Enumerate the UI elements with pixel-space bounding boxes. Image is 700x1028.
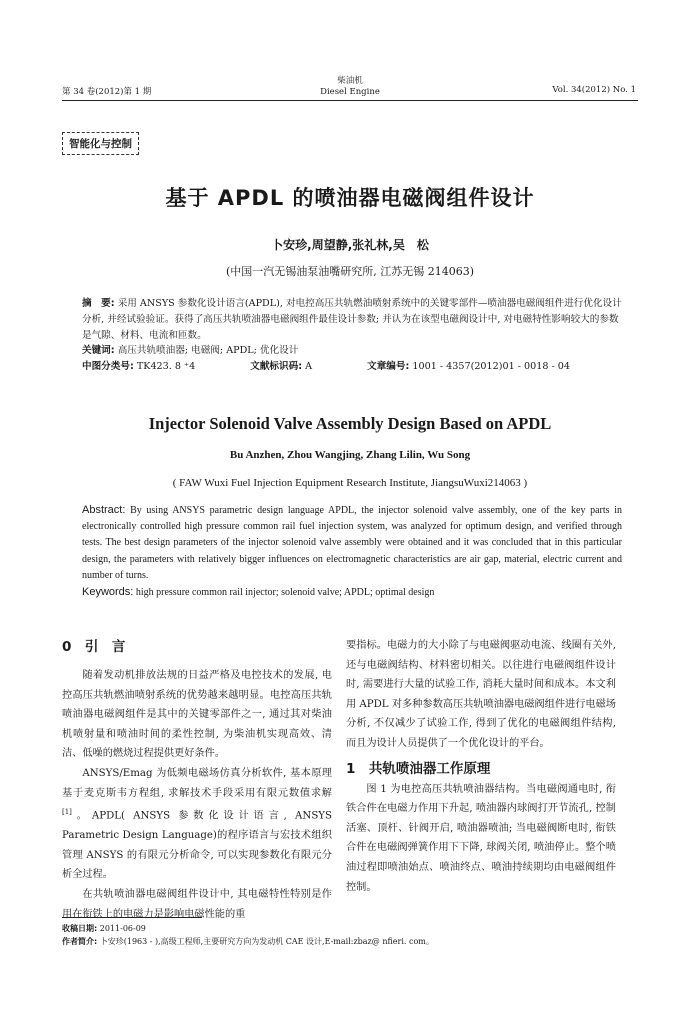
body-column-right	[346, 636, 616, 897]
journal-name-zh: 柴油机	[337, 76, 363, 86]
article-id-value: 1001 - 4357(2012)01 - 0018 - 04	[412, 361, 570, 373]
abstract-en	[82, 502, 622, 584]
body-column-left	[62, 636, 332, 924]
doc-code-label: 文献标识码:	[250, 361, 303, 373]
abstract-zh-label: 摘 要:	[82, 298, 115, 309]
affiliation-en: ( FAW Wuxi Fuel Injection Equipment Research Institute, JiangsuWuxi214063 )	[172, 477, 528, 489]
abstract-en-text: By using ANSYS parametric design language APDL, the injector solenoid valve assembly, one of the key parts in electronically controlled high pressure common rail fuel injection system, was analyzed for optimum design, and verified through tests. The best design parameters of the injector solenoid valve assembly were obtained and it was concluded that in this particular design, the parameters with relatively bigger influences on electromagnetic characteristics are air gap, material, electric current and number of turns.	[82, 505, 622, 581]
citation-ref[interactable]: [1]	[62, 808, 72, 817]
paragraph-2-end: 。APDL( ANSYS 参数化设计语言, ANSYS Parametric Design Language)的程序语言与宏技术组织管理 ANSYS 的有限元分析命令, 可以实现参数化有限元分析全过程。	[62, 810, 332, 881]
paragraph-1: 随着发动机排放法规的日益严格及电控技术的发展, 电控高压共轨燃油喷射系统的优势越来越明显。电控高压共轨喷油器电磁阀组件是其中的关键零部件之一, 通过其对柴油机喷射量和喷油时间的柔性控制, 为柴油机实现高效、清洁、低噪的燃烧过程提供更好条件。	[62, 670, 332, 760]
received-date: 2011-06-09	[99, 924, 146, 933]
journal-name-en: Diesel Engine	[320, 87, 380, 97]
classification-line	[82, 359, 622, 375]
footnote-rule	[62, 917, 202, 918]
authors-zh: 卜安珍,周望静,张礼林,吴 松	[271, 238, 429, 252]
page-title-en: Injector Solenoid Valve Assembly Design Based on APDL	[148, 414, 552, 433]
affiliation-zh: (中国一汽无锡油泵油嘴研究所, 江苏无锡 214063)	[225, 265, 475, 278]
author-bio-label: 作者简介:	[62, 937, 98, 946]
keywords-en-text: high pressure common rail injector; solenoid valve; APDL; optimal design	[135, 587, 435, 599]
paragraph-2	[62, 764, 332, 885]
keywords-en-label: Keywords:	[82, 586, 134, 599]
keywords-zh-label: 关键词:	[82, 345, 115, 357]
abstract-en-block	[82, 502, 622, 601]
keywords-zh	[82, 343, 622, 359]
paragraph-3: 在共轨喷油器电磁阀组件设计中, 其电磁特性特别是作用在衔铁上的电磁力是影响电磁性能的重	[62, 888, 332, 920]
doc-code-value: A	[305, 361, 313, 373]
authors-en: Bu Anzhen, Zhou Wangjing, Zhang Lilin, Wu Song	[229, 449, 471, 461]
keywords-zh-text: 高压共轨喷油器; 电磁阀; APDL; 优化设计	[117, 345, 299, 357]
author-bio: 卜安珍(1963 - ),高级工程师,主要研究方向为发动机 CAE 设计,E-mail:zbaz@ nfieri. com。	[99, 937, 434, 946]
section-0-heading: 0 引 言	[62, 639, 126, 655]
article-id-label: 文章编号:	[367, 361, 410, 373]
abstract-en-label: Abstract:	[82, 504, 126, 516]
paragraph-4: 要指标。电磁力的大小除了与电磁阀驱动电流、线圈有关外, 还与电磁阀结构、材料密切相关。以往进行电磁阀组件设计时, 需要进行大量的试验工作, 消耗大量时间和成本。本文利用 APDL 对多种参数高压共轨喷油器电磁阀组件进行电磁场分析, 不仅减少了试验工作, 得到了优化的电磁阀组件结构, 而且为设计人员提供了一个优化设计的平台。	[346, 640, 616, 749]
paragraph-5: 图 1 为电控高压共轨喷油器结构。当电磁阀通电时, 衔铁合件在电磁力作用下升起, 喷油器内球阀打开节流孔, 控制活塞、顶杆、针阀开启, 喷油器喷油; 当电磁阀断电时, 衔铁合件在电磁阀弹簧作用下下降, 球阀关闭, 喷油停止。整个喷油过程即喷油始点、喷油终点、喷油持续期均由电磁阀组件控制。	[346, 783, 616, 893]
clc-label: 中图分类号:	[82, 361, 134, 373]
page-title-zh: 基于 APDL 的喷油器电磁阀组件设计	[165, 186, 535, 210]
abstract-zh	[82, 296, 622, 343]
section-1-heading: 1 共轨喷油器工作原理	[346, 760, 491, 777]
paragraph-2-start: ANSYS/Emag 为低频电磁场仿真分析软件, 基本原理基于麦克斯韦方程组, 求解技术手段采用有限元数值求解	[62, 767, 332, 799]
keywords-en	[82, 584, 622, 601]
header-rule	[62, 100, 638, 101]
header-volume-issue-en: Vol. 34(2012) No. 1	[552, 85, 636, 95]
clc-value: TK423. 8 ⁺4	[136, 361, 196, 373]
abstract-zh-text: 采用 ANSYS 参数化设计语言(APDL), 对电控高压共轨燃油喷射系统中的关键零部件—喷油器电磁阀组件进行优化设计分析, 并经试验验证。获得了高压共轨喷油器电磁阀组件最佳设计参数; 并认为在该型电磁阀设计中, 对电磁特性影响较大的参数是气隙、材料、电流和匝数。	[82, 298, 622, 341]
received-label: 收稿日期:	[62, 924, 98, 933]
abstract-zh-block	[82, 296, 622, 375]
header-volume-issue: 第 34 卷(2012)第 1 期	[62, 87, 152, 97]
section-tag: 智能化与控制	[62, 132, 139, 155]
footnote	[62, 922, 638, 948]
